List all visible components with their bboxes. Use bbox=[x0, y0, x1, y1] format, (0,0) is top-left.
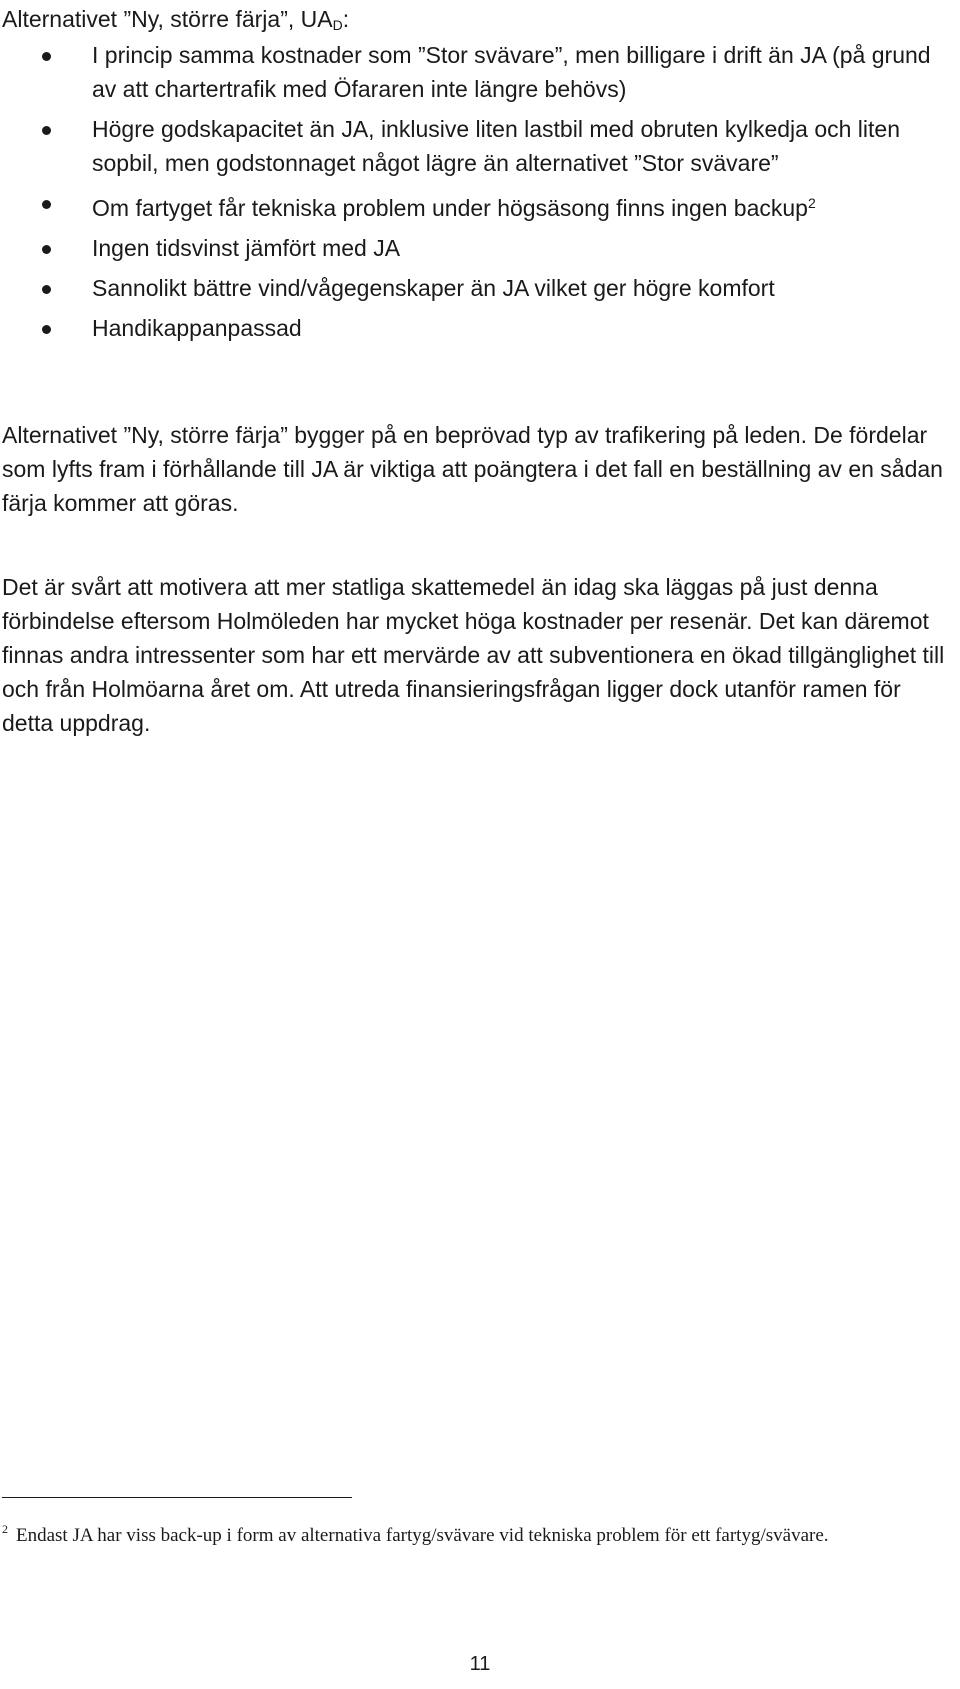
footnote bbox=[2, 1512, 956, 1553]
footnote-reference[interactable]: 2 bbox=[807, 195, 816, 211]
list-item-text: Sannolikt bättre vind/vågegenskaper än JA vilket ger högre komfort bbox=[92, 275, 775, 301]
bullet-icon bbox=[42, 126, 51, 135]
paragraph-conclusion: Alternativet ”Ny, större färja” bygger på en beprövad typ av trafikering på leden. De fördelar som lyfts fram i förhållande till JA är viktiga att poängtera i det fall en beställning av en sådan färja kommer att göras. bbox=[2, 422, 943, 516]
list-item-text: Handikappanpassad bbox=[92, 315, 302, 341]
bullet-icon bbox=[42, 245, 51, 254]
list-item bbox=[0, 231, 960, 265]
list-item-text: I princip samma kostnader som ”Stor svävare”, men billigare i drift än JA (på grund av att chartertrafik med Öfararen inte längre behövs) bbox=[92, 42, 931, 102]
heading-subscript: D bbox=[332, 17, 343, 33]
list-item bbox=[0, 186, 960, 225]
section-heading bbox=[2, 2, 349, 42]
heading-text: Alternativet ”Ny, större färja”, UA bbox=[2, 6, 333, 32]
footnote-text: Endast JA har viss back-up i form av alternativa fartyg/svävare vid tekniska problem för ett fartyg/svävare. bbox=[16, 1525, 829, 1546]
footnote-marker: 2 bbox=[2, 1522, 8, 1536]
list-item-text: Högre godskapacitet än JA, inklusive liten lastbil med obruten kylkedja och liten sopbil, men godstonnaget något lägre än alternativet ”Stor svävare” bbox=[92, 116, 900, 176]
bullet-icon bbox=[42, 200, 51, 209]
heading-suffix: : bbox=[342, 6, 350, 32]
bullet-list bbox=[0, 38, 960, 351]
list-item-text: Ingen tidsvinst jämfört med JA bbox=[92, 235, 401, 261]
page-number: 11 bbox=[469, 1653, 491, 1675]
list-item-text: Om fartyget får tekniska problem under högsäsong finns ingen backup bbox=[92, 195, 808, 221]
list-item bbox=[0, 271, 960, 305]
bullet-icon bbox=[42, 52, 51, 61]
list-item bbox=[0, 112, 960, 180]
paragraph-financing: Det är svårt att motivera att mer statliga skattemedel än idag ska läggas på just denna förbindelse eftersom Holmöleden har mycket höga kostnader per resenär. Det kan däremot finnas andra intressenter som har ett mervärde av att subventionera en ökad tillgänglighet till och från Holmöarna året om. Att utreda finansieringsfrågan ligger dock utanför ramen för detta uppdrag. bbox=[2, 574, 945, 736]
list-item bbox=[0, 311, 960, 345]
bullet-icon bbox=[42, 285, 51, 294]
footnote-divider bbox=[2, 1497, 352, 1498]
list-item bbox=[0, 38, 960, 106]
bullet-icon bbox=[42, 325, 51, 334]
